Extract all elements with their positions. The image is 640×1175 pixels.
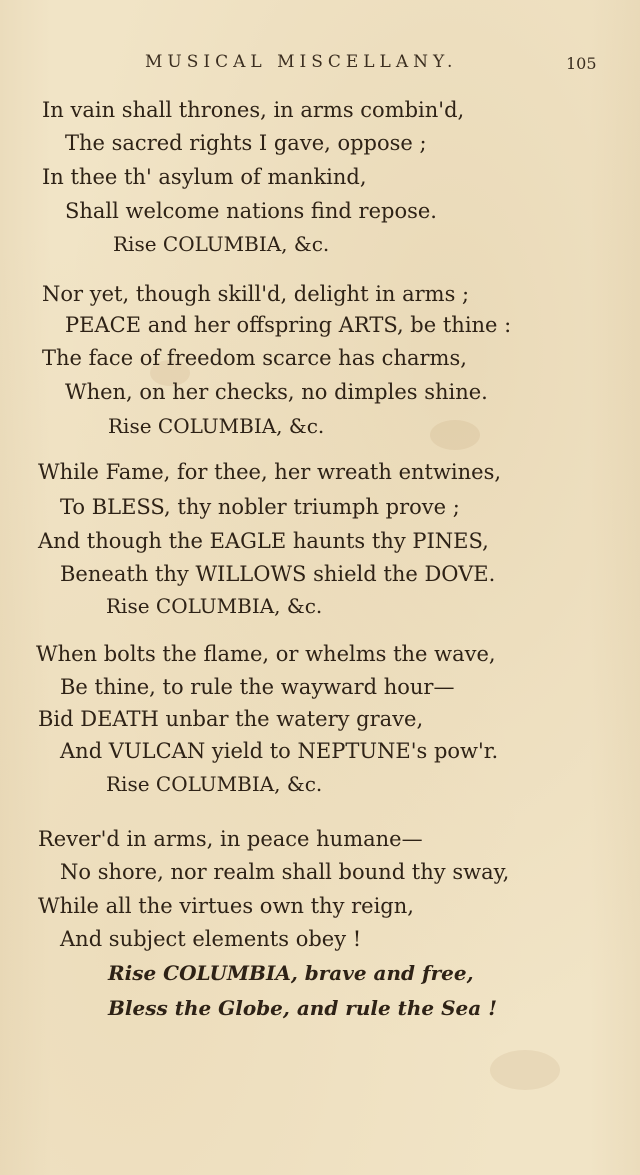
verse-line: When, on her checks, no dimples shine. xyxy=(65,380,488,404)
verse-line: To BLESS, thy nobler triumph prove ; xyxy=(60,495,460,519)
verse-line: While Fame, for thee, her wreath entwines, xyxy=(38,460,502,484)
refrain-line: Rise COLUMBIA, &c. xyxy=(106,594,323,618)
verse-line: In thee th' asylum of mankind, xyxy=(42,165,367,189)
verse-line: Bid DEATH unbar the watery grave, xyxy=(38,707,424,731)
refrain-line: Rise COLUMBIA, &c. xyxy=(108,414,325,438)
refrain-line: Rise COLUMBIA, &c. xyxy=(113,232,330,256)
verse-line: In vain shall thrones, in arms combin'd, xyxy=(42,98,465,122)
verse-line: And though the EAGLE haunts thy PINES, xyxy=(38,529,489,553)
verse-line: Rever'd in arms, in peace humane— xyxy=(38,827,423,851)
verse-line: And VULCAN yield to NEPTUNE's pow'r. xyxy=(60,739,499,763)
verse-line: Beneath thy WILLOWS shield the DOVE. xyxy=(60,562,496,586)
closing-line: Bless the Globe, and rule the Sea ! xyxy=(108,996,497,1020)
paper-stain xyxy=(430,420,480,450)
paper-stain xyxy=(490,1050,560,1090)
verse-line: When bolts the flame, or whelms the wave, xyxy=(36,642,496,666)
verse-line: While all the virtues own thy reign, xyxy=(38,894,414,918)
refrain-line: Rise COLUMBIA, &c. xyxy=(106,772,323,796)
verse-line: And subject elements obey ! xyxy=(60,927,362,951)
verse-line: The face of freedom scarce has charms, xyxy=(42,346,467,370)
page-number: 105 xyxy=(566,54,597,73)
verse-line: The sacred rights I gave, oppose ; xyxy=(65,131,427,155)
verse-line: No shore, nor realm shall bound thy sway, xyxy=(60,860,510,884)
verse-line: PEACE and her offspring ARTS, be thine : xyxy=(65,313,512,337)
verse-line: Be thine, to rule the wayward hour— xyxy=(60,675,455,699)
verse-line: Shall welcome nations find repose. xyxy=(65,199,437,223)
verse-line: Nor yet, though skill'd, delight in arms ; xyxy=(42,282,470,306)
closing-line: Rise COLUMBIA, brave and free, xyxy=(108,961,474,985)
running-head: MUSICAL MISCELLANY. xyxy=(145,52,458,72)
